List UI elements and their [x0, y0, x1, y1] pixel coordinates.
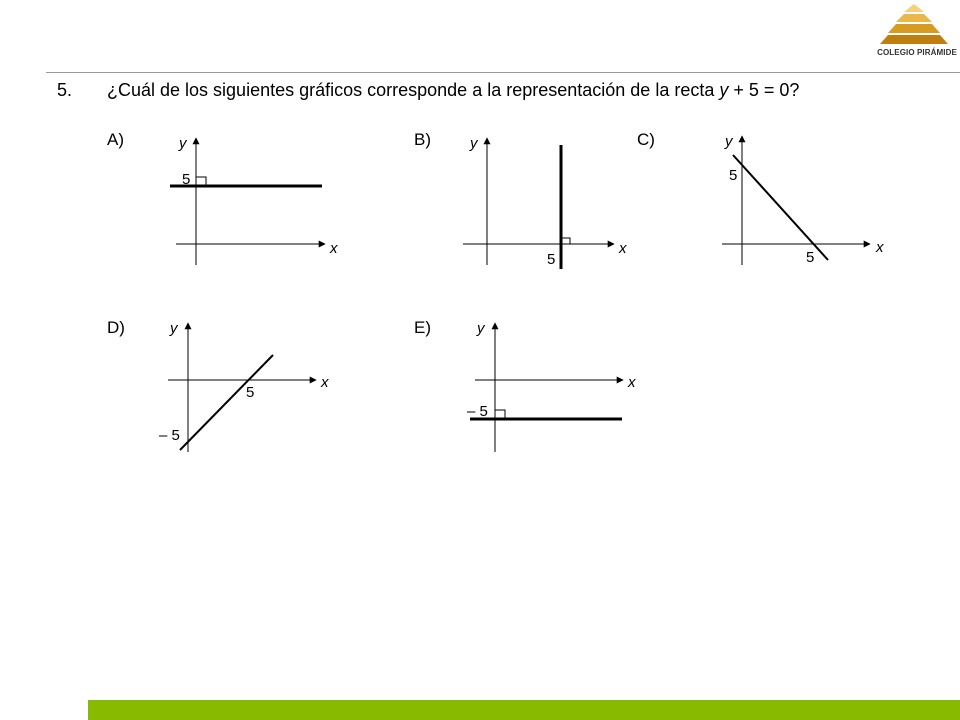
graph-d[interactable] — [159, 320, 329, 452]
question-number: 5. — [57, 80, 73, 100]
option-d-label[interactable]: D) — [107, 318, 125, 337]
graph-e[interactable] — [467, 320, 636, 452]
graph-d-y-label: y — [170, 320, 178, 337]
graph-c[interactable] — [722, 133, 884, 266]
logo-text: COLEGIO PIRÁMIDE — [877, 48, 957, 57]
equation-variable: y — [719, 80, 729, 100]
graph-b[interactable] — [463, 135, 627, 269]
graph-c-tick-label-x: 5 — [806, 249, 815, 266]
graph-c-y-label: y — [725, 133, 733, 150]
graph-a-tick-label: 5 — [182, 171, 191, 188]
graph-d-line — [180, 355, 273, 450]
question-text-before: ¿Cuál de los siguientes gráficos corresponde a la representación de la recta — [107, 80, 720, 100]
option-e-label[interactable]: E) — [414, 318, 431, 337]
graph-e-tick-label: – 5 — [467, 403, 488, 420]
graph-e-y-label: y — [477, 320, 485, 337]
graph-d-x-label: x — [321, 374, 329, 391]
graph-a[interactable] — [170, 135, 338, 265]
graph-c-tick-label-y: 5 — [729, 167, 738, 184]
question-equation-rest: + 5 = 0? — [728, 80, 800, 100]
graph-b-x-label: x — [619, 240, 627, 257]
graph-a-y-label: y — [179, 135, 187, 152]
graph-d-tick-label-y: – 5 — [159, 427, 180, 444]
footer-bar — [88, 700, 960, 720]
graph-a-x-label: x — [330, 240, 338, 257]
graph-b-y-label: y — [470, 135, 478, 152]
graph-c-x-label: x — [876, 239, 884, 256]
option-a-label[interactable]: A) — [107, 130, 124, 149]
option-b-label[interactable]: B) — [414, 130, 431, 149]
graph-d-tick-label-x: 5 — [246, 384, 255, 401]
graph-e-x-label: x — [628, 374, 636, 391]
graph-b-tick-label: 5 — [547, 251, 556, 268]
option-c-label[interactable]: C) — [637, 130, 655, 149]
